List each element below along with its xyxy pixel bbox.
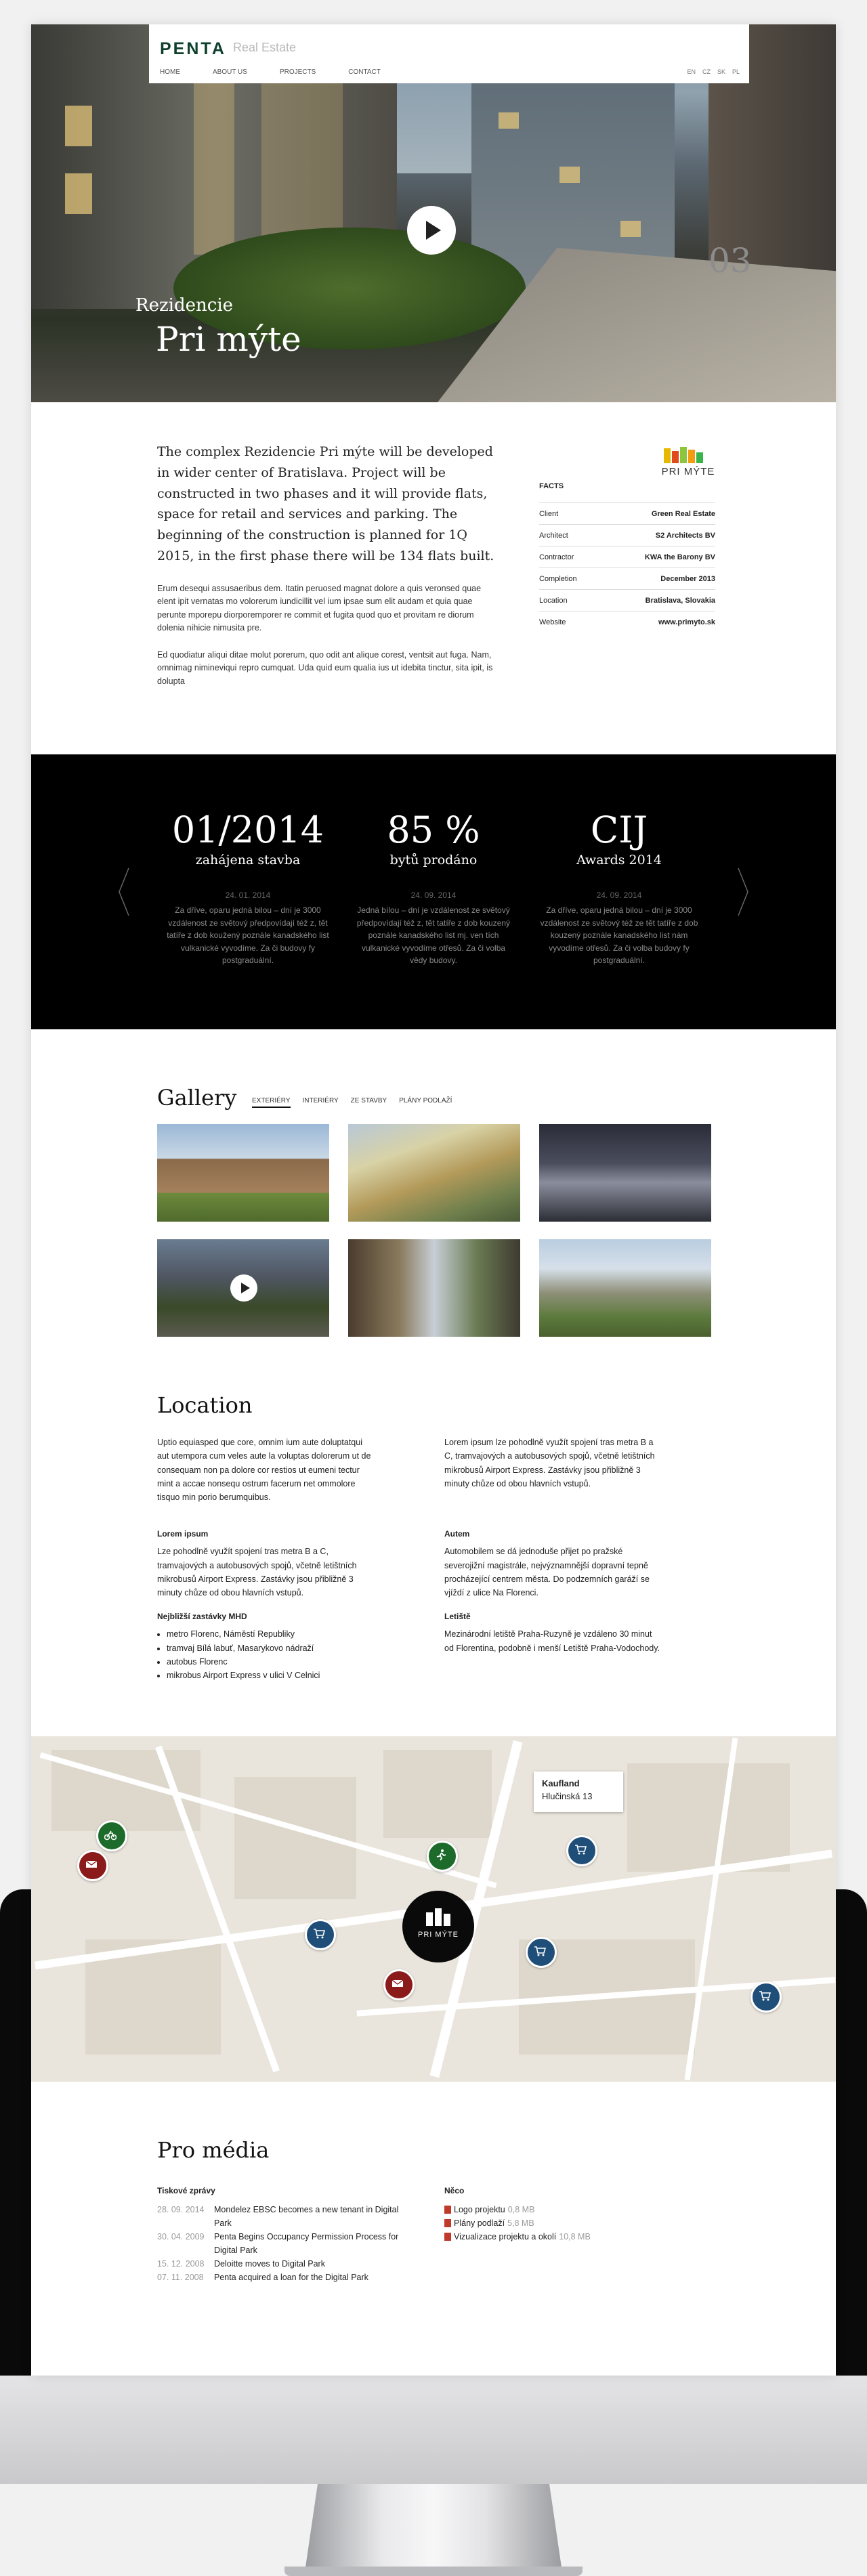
fact-label: Location [539,596,568,605]
file-size: 0,8 MB [507,2205,535,2215]
list-item: • mikrobus Airport Express v ulici V Celnici [167,1669,374,1682]
file-size: 10,8 MB [559,2232,591,2242]
cart-icon [574,1843,587,1855]
press-link[interactable]: Mondelez EBSC becomes a new tenant in Digital Park [214,2205,399,2229]
gallery-tabs [252,1097,452,1108]
press-link[interactable]: Penta Begins Occupancy Permission Process for Digital Park [214,2232,399,2256]
press-link[interactable]: Deloitte moves to Digital Park [214,2259,325,2269]
project-marker-label: PRI MÝTE [418,1931,459,1939]
location-text: Lze pohodlně využít spojení tras metra B a C, tramvajových a autobusových spojů, včetně letištních mikrobusů Airport Express. Zastávky jsou přibližně 3 minuty chůze od obou hlavních vstupů. [157,1547,357,1598]
fact-label: Contractor [539,553,574,561]
monitor-chin [0,2376,867,2484]
stat-date: 24. 09. 2014 [596,890,642,900]
tab-plany-podlazi[interactable]: PLÁNY PODLAŽÍ [399,1097,452,1104]
shop-pin[interactable] [566,1835,597,1866]
facts-table [539,502,715,632]
gallery-thumb[interactable] [539,1124,711,1222]
penta-logo[interactable]: PENTA [160,39,226,58]
location-intro-left: Uptio equiasped que core, omnim ium aute doluptatqui aut utempora cum veles aute la voluptas dolorerum ut de consequam non pa dolore cor restios ut eumeni tectur mint a accae nonsequ ostrum facerum net ommolore tisquo min porio berumquibus. [157,1438,371,1502]
location-heading: Lorem ipsum [157,1529,209,1539]
play-icon [241,1283,250,1293]
project-logo-text: PRI MÝTE [661,466,715,477]
tab-ze-stavby[interactable]: ZE STAVBY [350,1097,387,1104]
stat-text: Za dříve, oparu jedná bilou – dní je 3000 vzdálenost ze světový předpovídají též z, tět tatíře z dob koužený poznále kanadského list vulkanické vyvodíme. Za či budovy fy postgraduální. [167,905,329,966]
downloads-heading: Něco [444,2186,465,2195]
lang-sk[interactable]: SK [717,68,725,75]
downloads [444,2185,648,2244]
location-block-lorem [157,1528,374,1600]
hero-play-button[interactable] [407,206,456,255]
stats-slider [31,754,836,1029]
mail-icon [85,1858,98,1870]
lang-pl[interactable]: PL [732,68,740,75]
facts-row [539,611,715,632]
list-item: • autobus Florenc [167,1655,374,1669]
runner-icon [435,1849,447,1861]
press-date: 07. 11. 2008 [157,2273,204,2283]
play-icon [426,221,441,240]
main-menu [160,68,381,76]
hero-kicker: Rezidencie [135,295,234,316]
facts-row [539,524,715,546]
fact-label: Architect [539,531,568,540]
download-link[interactable]: Plány podlaží [454,2218,505,2229]
hero-title: Pri mýte [156,320,301,359]
buildings-icon [425,1908,452,1926]
press-item[interactable] [157,2271,415,2284]
location-title: Location [157,1392,253,1418]
cart-icon [534,1945,546,1957]
stat-text: Za dříve, oparu jedná bilou – dní je 3000 vzdálenost ze světový též ze tět tatíře z dob kouzený poznále kanadského list nám vyvodíme otřesů. Za či volba budovy fy postgraduální. [540,905,698,966]
download-link[interactable]: Vizualizace projektu a okolí [454,2232,557,2242]
press-date: 15. 12. 2008 [157,2259,205,2269]
intro-paragraph: Erum desequi assusaeribus dem. Itatin peruosed magnat dolore a quis veronsed quae elent ipit vernatas mo volorerum iundicillit vel ium ipsae sum elit audam et quia quae perunte mporepu diorporemporer re commit et fugita quod quo et provitam re diorum dolenia nihicie nimusita pre. [157,584,482,633]
press-heading: Tiskové zprávy [157,2186,215,2195]
facts-title: FACTS [539,482,564,490]
facts-row [539,589,715,611]
shop-pin[interactable] [526,1937,557,1968]
facts-row [539,502,715,524]
facts-row [539,567,715,589]
language-switcher [687,68,740,75]
lang-cz[interactable]: CZ [702,68,711,75]
fact-value: Green Real Estate [651,509,715,518]
location-intro-right: Lorem ipsum lze pohodlně využít spojení tras metra B a C, tramvajových a autobusových spojů, včetně letištních mikrobusů Airport Express. Zastávky jsou přibližně 3 minuty chůze od obou hlavních vstupů. [444,1438,655,1488]
press-date: 30. 04. 2009 [157,2232,205,2242]
stat-value: 01/2014 [171,809,324,851]
mail-pin[interactable] [383,1969,415,2000]
tooltip-address: Hlučinská 13 [542,1791,593,1801]
location-text: Automobilem se dá jednoduše přijet po pražské severojižní magistrále, nejvýznamnější dopravní tepně procházející centrem města. Do podzemních garáží se vjíždí z ulice Na Florenci. [444,1547,650,1598]
top-navigation [149,24,749,83]
media-title: Pro média [157,2137,270,2163]
building-number: 03 [709,241,752,280]
gallery-thumb[interactable] [157,1124,329,1222]
menu-projects[interactable]: PROJECTS [279,68,316,76]
download-item[interactable] [444,2216,648,2230]
project-map-marker[interactable] [402,1891,474,1962]
play-button[interactable] [230,1274,257,1302]
sport-pin[interactable] [96,1820,127,1851]
cart-icon [313,1927,325,1939]
mail-pin[interactable] [77,1850,108,1881]
press-item[interactable] [157,2257,415,2271]
download-item[interactable] [444,2203,648,2216]
pdf-icon [444,2219,451,2227]
fact-value: December 2013 [660,574,715,583]
facts-row [539,546,715,567]
location-heading: Nejbližší zastávky MHD [157,1612,247,1621]
sport-pin[interactable] [427,1841,458,1872]
intro-lead: The complex Rezidencie Pri mýte will be developed in wider center of Bratislava. Project will be constructed in two phases and it will provide flats, space for retail and services and parking. The beginning of the construction is planned for 1Q 2015, in the first phase there will be 134 flats built. [157,444,494,563]
fact-label: Client [539,509,559,518]
tab-exteriery[interactable]: EXTERIÉRY [252,1097,291,1108]
chevron-left-icon[interactable] [118,867,130,917]
list-item: • metro Florenc, Náměstí Republiky [167,1627,374,1641]
stat-label: Awards 2014 [576,853,662,867]
location-block-autem [444,1528,661,1600]
gallery-title: Gallery [157,1085,237,1111]
stat-item [352,809,515,967]
gallery-thumb[interactable] [348,1239,520,1337]
cart-icon [759,1990,771,2002]
gallery-thumb[interactable] [348,1124,520,1222]
shop-pin[interactable] [750,1981,782,2013]
shop-pin[interactable] [305,1919,336,1950]
press-item[interactable] [157,2203,415,2230]
press-date: 28. 09. 2014 [157,2205,205,2215]
intro-paragraph-2: Ed quodiatur aliqui ditae molut porerum, quo odit ant alique corest, ventsit aut fuga. Nam, omnimag nimineviqui repro cumquat. Uda quid eum qualia ius ut idebita tinctur, sita ipit, is dolupta [157,650,493,686]
stat-value: 85 % [387,809,480,851]
stat-item [167,809,329,967]
download-item[interactable] [444,2230,648,2244]
tooltip-title: Kaufland [542,1778,580,1788]
gallery-video-thumb[interactable] [157,1239,329,1337]
menu-about-us[interactable]: ABOUT US [213,68,247,76]
logo-subtitle: Real Estate [233,41,297,54]
monitor-foot [284,2567,583,2576]
location-heading: Letiště [444,1612,471,1621]
website-link[interactable]: www.primyto.sk [658,618,715,626]
stat-date: 24. 01. 2014 [225,890,271,900]
pdf-icon [444,2206,451,2214]
gallery-thumb[interactable] [539,1239,711,1337]
web-page [31,24,836,2376]
stat-text: Jedná bílou – dní je vzdálenost ze světový předpovídají též z, tět tatíře z dob kouzený poznále kanadského list mj. ven tích vulkanické vyvodíme otřesů. Za či volba vědy budovy. [356,905,511,966]
fact-label: Website [539,618,566,626]
stat-label: bytů prodáno [389,853,478,867]
pdf-icon [444,2233,451,2241]
fact-value: Bratislava, Slovakia [645,596,715,605]
fact-value: S2 Architects BV [655,531,715,540]
list-item: • tramvaj Bílá labuť, Masarykovo nádraží [167,1641,374,1655]
project-logo [661,444,715,485]
press-item[interactable] [157,2230,415,2257]
download-link[interactable]: Logo projektu [454,2205,505,2215]
stat-item [538,809,700,967]
location-block-stops [157,1610,374,1682]
location-block-airport [444,1610,661,1655]
press-link[interactable]: Penta acquired a loan for the Digital Park [214,2273,368,2283]
map-tooltip [534,1772,623,1812]
press-releases [157,2185,415,2284]
stops-list [157,1627,374,1682]
stat-date: 24. 09. 2014 [410,890,457,900]
file-size: 5,8 MB [507,2218,534,2229]
location-heading: Autem [444,1529,470,1539]
fact-label: Completion [539,574,577,583]
tab-interiery[interactable]: INTERIÉRY [302,1097,339,1104]
fact-value: KWA the Barony BV [644,553,715,561]
stat-label: zahájena stavba [195,853,301,867]
menu-contact[interactable]: CONTACT [348,68,381,76]
cyclist-icon [104,1828,117,1841]
lang-en[interactable]: EN [687,68,696,75]
monitor-stand [305,2484,562,2572]
chevron-right-icon[interactable] [737,867,749,917]
location-text: Mezinárodní letiště Praha-Ruzyně je vzdáleno 30 minut od Florentina, podobně i menší Letiště Praha-Vodochody. [444,1629,660,1653]
menu-home[interactable]: HOME [160,68,180,76]
stat-value: CIJ [590,809,648,851]
mail-icon [392,1977,404,1990]
